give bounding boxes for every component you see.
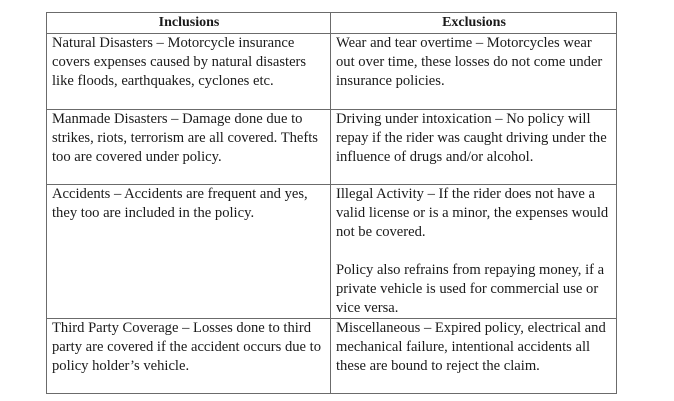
exclusion-text: Illegal Activity – If the rider does not have a valid license or is a minor, the expenses would not be covered. <box>336 186 609 240</box>
exclusion-extra-text: Policy also refrains from repaying money, if a private vehicle is used for commercial use or vice versa. <box>336 262 605 316</box>
coverage-table <box>46 12 617 394</box>
inclusion-text: Third Party Coverage – Losses done to third party are covered if the accident occurs due to policy holder’s vehicle. <box>52 320 322 374</box>
exclusion-cell <box>331 319 617 394</box>
inclusions-header: Inclusions <box>47 13 331 34</box>
inclusion-text: Natural Disasters – Motorcycle insurance covers expenses caused by natural disasters like floods, earthquakes, cyclones etc. <box>52 35 307 89</box>
inclusion-cell <box>47 319 331 394</box>
coverage-table-container <box>46 12 616 394</box>
exclusion-cell <box>331 185 617 319</box>
table-row <box>47 34 617 110</box>
exclusion-cell <box>331 110 617 185</box>
inclusion-text: Accidents – Accidents are frequent and yes, they too are included in the policy. <box>52 186 308 221</box>
table-row <box>47 319 617 394</box>
exclusions-header: Exclusions <box>331 13 617 34</box>
exclusion-cell <box>331 34 617 110</box>
exclusion-text: Miscellaneous – Expired policy, electrical and mechanical failure, intentional accidents all these are bound to reject the claim. <box>336 320 606 374</box>
exclusion-text: Wear and tear overtime – Motorcycles wear out over time, these losses do not come under insurance policies. <box>336 35 603 89</box>
inclusion-cell <box>47 34 331 110</box>
exclusion-text: Driving under intoxication – No policy will repay if the rider was caught driving under the influence of drugs and/or alcohol. <box>336 111 607 165</box>
table-row <box>47 110 617 185</box>
inclusion-cell <box>47 185 331 319</box>
inclusion-cell <box>47 110 331 185</box>
table-row <box>47 185 617 319</box>
paragraph-gap <box>336 242 612 261</box>
inclusion-text: Manmade Disasters – Damage done due to strikes, riots, terrorism are all covered. Thefts too are covered under policy. <box>52 111 318 165</box>
header-row <box>47 13 617 34</box>
